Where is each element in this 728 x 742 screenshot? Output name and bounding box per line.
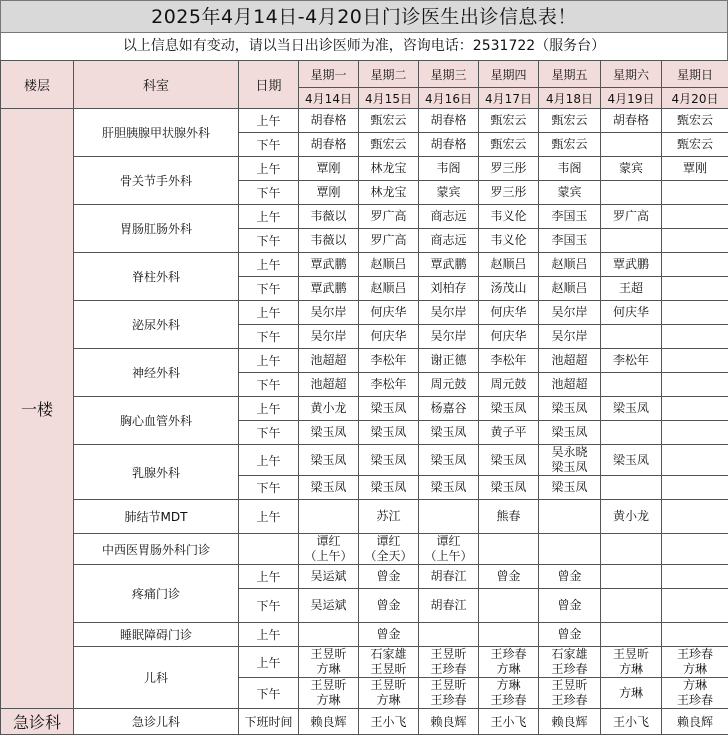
doctor-cell: 何庆华 <box>479 301 539 325</box>
doctor-cell: 李松年 <box>359 373 419 397</box>
doctor-cell: 李松年 <box>601 349 662 373</box>
doctor-cell: 蒙宾 <box>539 181 601 205</box>
period-cell: 上午 <box>239 109 299 133</box>
doctor-cell: 胡春格 <box>299 109 359 133</box>
doctor-cell: 赖良辉 <box>299 709 359 735</box>
date-header: 4月15日 <box>359 88 419 109</box>
doctor-cell: 蒙宾 <box>601 157 662 181</box>
doctor-cell: 蒙宾 <box>419 181 479 205</box>
doctor-cell: 王昱昕 王珍春 <box>419 678 479 709</box>
doctor-cell: 覃武鹏 <box>299 253 359 277</box>
date-header: 4月14日 <box>299 88 359 109</box>
schedule-row <box>1 565 728 589</box>
department-name: 肝胆胰腺甲状腺外科 <box>74 109 239 157</box>
doctor-cell <box>662 476 728 500</box>
header-floor: 楼层 <box>1 61 74 109</box>
floor-cell-first: 一楼 <box>1 109 74 709</box>
doctor-cell: 覃刚 <box>662 157 728 181</box>
doctor-cell: 商志远 <box>419 229 479 253</box>
doctor-cell: 梁玉凤 <box>299 445 359 476</box>
doctor-cell: 石家雄 王昱昕 <box>359 647 419 678</box>
schedule-row <box>1 253 728 277</box>
doctor-cell: 梁玉凤 <box>539 421 601 445</box>
doctor-cell: 林龙宝 <box>359 157 419 181</box>
doctor-cell <box>601 133 662 157</box>
weekday-header: 星期五 <box>539 61 601 88</box>
department-name: 乳腺外科 <box>74 445 239 500</box>
doctor-cell: 谭红 （上午） <box>299 534 359 565</box>
doctor-cell <box>539 534 601 565</box>
doctor-cell: 方琳 <box>601 678 662 709</box>
doctor-cell: 谢正德 <box>419 349 479 373</box>
period-cell: 下午 <box>239 325 299 349</box>
doctor-cell: 梁玉凤 <box>419 476 479 500</box>
doctor-cell: 赖良辉 <box>662 709 728 735</box>
department-name: 泌尿外科 <box>74 301 239 349</box>
doctor-cell: 吴尔岸 <box>539 325 601 349</box>
doctor-cell: 曾金 <box>359 565 419 589</box>
doctor-cell <box>662 349 728 373</box>
period-cell: 下午 <box>239 133 299 157</box>
doctor-cell: 韦薇以 <box>299 205 359 229</box>
doctor-cell: 赵顺吕 <box>359 277 419 301</box>
doctor-cell <box>601 623 662 647</box>
doctor-cell: 王珍春 方琳 <box>662 647 728 678</box>
doctor-cell <box>662 205 728 229</box>
doctor-cell: 赖良辉 <box>419 709 479 735</box>
doctor-cell: 林龙宝 <box>359 181 419 205</box>
department-name: 肺结节MDT <box>74 500 239 534</box>
doctor-cell: 王昱昕 王珍春 <box>539 678 601 709</box>
doctor-cell <box>479 589 539 623</box>
period-cell: 上午 <box>239 565 299 589</box>
department-name: 急诊儿科 <box>74 709 239 735</box>
doctor-cell: 何庆华 <box>359 301 419 325</box>
doctor-cell: 吴永晓 梁玉凤 <box>539 445 601 476</box>
doctor-cell: 王小飞 <box>601 709 662 735</box>
doctor-cell <box>662 445 728 476</box>
doctor-cell: 曾金 <box>479 565 539 589</box>
department-name: 儿科 <box>74 647 239 709</box>
doctor-cell <box>662 623 728 647</box>
doctor-cell: 吴尔岸 <box>299 301 359 325</box>
doctor-cell: 何庆华 <box>601 301 662 325</box>
doctor-cell: 曾金 <box>359 589 419 623</box>
doctor-cell: 甄宏云 <box>539 133 601 157</box>
doctor-cell: 赵顺吕 <box>539 253 601 277</box>
doctor-cell: 李国玉 <box>539 205 601 229</box>
doctor-cell: 甄宏云 <box>359 133 419 157</box>
doctor-cell <box>601 421 662 445</box>
doctor-cell: 胡春江 <box>419 565 479 589</box>
doctor-cell: 王昱昕 方琳 <box>299 678 359 709</box>
doctor-cell <box>479 623 539 647</box>
period-cell: 下午 <box>239 589 299 623</box>
doctor-cell: 梁玉凤 <box>539 397 601 421</box>
doctor-cell: 李松年 <box>479 349 539 373</box>
department-name: 胸心血管外科 <box>74 397 239 445</box>
period-cell: 上午 <box>239 623 299 647</box>
doctor-cell: 甄宏云 <box>662 109 728 133</box>
period-cell: 上午 <box>239 349 299 373</box>
doctor-cell <box>601 565 662 589</box>
period-cell: 下午 <box>239 421 299 445</box>
doctor-cell: 梁玉凤 <box>601 397 662 421</box>
doctor-cell <box>479 534 539 565</box>
doctor-cell <box>601 589 662 623</box>
doctor-cell: 韦义伦 <box>479 205 539 229</box>
doctor-cell: 何庆华 <box>359 325 419 349</box>
doctor-cell: 李国玉 <box>539 229 601 253</box>
doctor-cell: 罗三彤 <box>479 157 539 181</box>
weekday-header: 星期四 <box>479 61 539 88</box>
doctor-cell: 赖良辉 <box>539 709 601 735</box>
schedule-body <box>1 109 728 735</box>
doctor-cell: 方琳 王珍春 <box>479 678 539 709</box>
schedule-row <box>1 157 728 181</box>
doctor-cell: 吴尔岸 <box>539 301 601 325</box>
schedule-row <box>1 109 728 133</box>
schedule-row <box>1 500 728 534</box>
doctor-cell: 吴尔岸 <box>419 325 479 349</box>
doctor-cell <box>299 500 359 534</box>
period-cell: 下午 <box>239 476 299 500</box>
schedule-row <box>1 301 728 325</box>
doctor-cell: 周元鼓 <box>419 373 479 397</box>
doctor-cell: 商志远 <box>419 205 479 229</box>
doctor-cell <box>662 565 728 589</box>
period-cell: 上午 <box>239 445 299 476</box>
doctor-cell: 梁玉凤 <box>419 445 479 476</box>
doctor-cell: 罗广高 <box>359 205 419 229</box>
doctor-cell <box>662 421 728 445</box>
doctor-cell <box>299 623 359 647</box>
doctor-cell <box>662 229 728 253</box>
weekday-header: 星期三 <box>419 61 479 88</box>
doctor-cell: 胡春格 <box>299 133 359 157</box>
doctor-cell: 胡春格 <box>601 109 662 133</box>
doctor-cell: 黄子平 <box>479 421 539 445</box>
doctor-cell: 甄宏云 <box>359 109 419 133</box>
doctor-cell: 梁玉凤 <box>419 421 479 445</box>
doctor-cell: 曾金 <box>359 623 419 647</box>
date-header: 4月17日 <box>479 88 539 109</box>
doctor-cell: 曾金 <box>539 589 601 623</box>
doctor-cell: 梁玉凤 <box>359 476 419 500</box>
doctor-cell: 周元鼓 <box>479 373 539 397</box>
period-cell: 下午 <box>239 373 299 397</box>
department-name: 胃肠肛肠外科 <box>74 205 239 253</box>
doctor-cell: 胡春江 <box>419 589 479 623</box>
doctor-cell <box>662 500 728 534</box>
doctor-cell <box>662 589 728 623</box>
doctor-cell: 韦薇以 <box>299 229 359 253</box>
doctor-cell <box>662 277 728 301</box>
schedule-row <box>1 205 728 229</box>
schedule-row <box>1 445 728 476</box>
period-cell: 上午 <box>239 647 299 678</box>
header-period: 日期 <box>239 61 299 109</box>
date-header: 4月16日 <box>419 88 479 109</box>
doctor-cell: 王昱昕 王珍春 <box>419 647 479 678</box>
doctor-cell: 熊春 <box>479 500 539 534</box>
doctor-cell: 池超超 <box>539 373 601 397</box>
period-cell: 上午 <box>239 157 299 181</box>
department-name: 睡眠障碍门诊 <box>74 623 239 647</box>
period-cell <box>239 534 299 565</box>
doctor-cell: 梁玉凤 <box>299 476 359 500</box>
doctor-cell: 方琳 王珍春 <box>662 678 728 709</box>
doctor-cell: 梁玉凤 <box>359 397 419 421</box>
doctor-cell: 梁玉凤 <box>479 397 539 421</box>
notice-subtitle: 以上信息如有变动，请以当日出诊医师为准，咨询电话：2531722（服务台） <box>0 33 728 60</box>
doctor-cell: 覃武鹏 <box>601 253 662 277</box>
date-header: 4月19日 <box>601 88 662 109</box>
period-cell: 上午 <box>239 397 299 421</box>
doctor-cell: 曾金 <box>539 565 601 589</box>
period-cell: 上午 <box>239 253 299 277</box>
doctor-cell <box>662 325 728 349</box>
period-cell: 上午 <box>239 500 299 534</box>
doctor-cell: 吴运斌 <box>299 589 359 623</box>
doctor-cell: 胡春格 <box>419 109 479 133</box>
weekday-header: 星期日 <box>662 61 728 88</box>
doctor-cell: 王超 <box>601 277 662 301</box>
doctor-cell: 赵顺吕 <box>479 253 539 277</box>
doctor-cell: 王小飞 <box>479 709 539 735</box>
doctor-cell: 罗三彤 <box>479 181 539 205</box>
department-name: 骨关节手外科 <box>74 157 239 205</box>
doctor-cell <box>601 181 662 205</box>
doctor-cell <box>601 534 662 565</box>
period-cell: 下午 <box>239 181 299 205</box>
doctor-cell: 吴尔岸 <box>299 325 359 349</box>
doctor-cell: 梁玉凤 <box>359 421 419 445</box>
doctor-cell: 杨嘉谷 <box>419 397 479 421</box>
doctor-cell: 曾金 <box>539 623 601 647</box>
date-header: 4月20日 <box>662 88 728 109</box>
doctor-cell: 梁玉凤 <box>479 445 539 476</box>
doctor-cell: 甄宏云 <box>479 133 539 157</box>
schedule-row <box>1 623 728 647</box>
doctor-cell: 何庆华 <box>479 325 539 349</box>
doctor-cell: 王珍春 方琳 <box>479 647 539 678</box>
doctor-cell: 胡春格 <box>419 133 479 157</box>
doctor-cell: 李松年 <box>359 349 419 373</box>
doctor-cell <box>662 534 728 565</box>
period-cell: 下班时间 <box>239 709 299 735</box>
page-title: 2025年4月14日-4月20日门诊医生出诊信息表！ <box>0 0 728 33</box>
doctor-cell: 王小飞 <box>359 709 419 735</box>
doctor-cell: 吴尔岸 <box>419 301 479 325</box>
schedule-row <box>1 397 728 421</box>
doctor-cell <box>662 253 728 277</box>
doctor-cell <box>419 623 479 647</box>
doctor-cell: 汤茂山 <box>479 277 539 301</box>
doctor-cell <box>601 229 662 253</box>
doctor-cell <box>662 397 728 421</box>
period-cell: 下午 <box>239 678 299 709</box>
doctor-cell: 王昱昕 方琳 <box>601 647 662 678</box>
period-cell: 下午 <box>239 229 299 253</box>
header-dept: 科室 <box>74 61 239 109</box>
doctor-cell: 覃武鹏 <box>419 253 479 277</box>
doctor-cell: 覃刚 <box>299 157 359 181</box>
department-name: 疼痛门诊 <box>74 565 239 623</box>
doctor-cell: 韦阁 <box>419 157 479 181</box>
schedule-row <box>1 647 728 678</box>
doctor-cell <box>601 373 662 397</box>
doctor-cell: 谭红 （全天） <box>359 534 419 565</box>
doctor-cell: 甄宏云 <box>479 109 539 133</box>
department-name: 中西医胃肠外科门诊 <box>74 534 239 565</box>
doctor-cell: 苏江 <box>359 500 419 534</box>
department-name: 脊柱外科 <box>74 253 239 301</box>
doctor-cell: 吴运斌 <box>299 565 359 589</box>
period-cell: 下午 <box>239 277 299 301</box>
doctor-cell: 赵顺吕 <box>359 253 419 277</box>
weekday-header: 星期一 <box>299 61 359 88</box>
doctor-cell: 刘柏存 <box>419 277 479 301</box>
doctor-cell: 王昱昕 方琳 <box>359 678 419 709</box>
date-header: 4月18日 <box>539 88 601 109</box>
floor-cell-emergency: 急诊科 <box>1 709 74 735</box>
doctor-cell: 池超超 <box>299 373 359 397</box>
weekday-header: 星期六 <box>601 61 662 88</box>
weekday-header: 星期二 <box>359 61 419 88</box>
doctor-cell: 覃武鹏 <box>299 277 359 301</box>
doctor-cell: 石家雄 王珍春 <box>539 647 601 678</box>
emergency-row <box>1 709 728 735</box>
doctor-cell <box>662 301 728 325</box>
period-cell: 上午 <box>239 301 299 325</box>
doctor-cell: 王昱昕 方琳 <box>299 647 359 678</box>
doctor-cell <box>539 500 601 534</box>
doctor-cell: 梁玉凤 <box>539 476 601 500</box>
doctor-cell: 韦阁 <box>539 157 601 181</box>
doctor-cell <box>601 325 662 349</box>
schedule-row <box>1 534 728 565</box>
doctor-cell: 罗广高 <box>601 205 662 229</box>
department-name: 神经外科 <box>74 349 239 397</box>
doctor-cell: 甄宏云 <box>539 109 601 133</box>
doctor-cell: 黄小龙 <box>299 397 359 421</box>
doctor-cell: 韦义伦 <box>479 229 539 253</box>
doctor-cell: 黄小龙 <box>601 500 662 534</box>
doctor-cell <box>662 181 728 205</box>
doctor-cell: 梁玉凤 <box>479 476 539 500</box>
doctor-cell: 梁玉凤 <box>299 421 359 445</box>
doctor-cell: 池超超 <box>539 349 601 373</box>
doctor-cell: 甄宏云 <box>662 133 728 157</box>
doctor-cell <box>601 476 662 500</box>
doctor-cell <box>662 373 728 397</box>
schedule-row <box>1 349 728 373</box>
schedule-table <box>0 60 728 735</box>
period-cell: 上午 <box>239 205 299 229</box>
doctor-cell: 梁玉凤 <box>359 445 419 476</box>
doctor-cell: 谭红 （上午） <box>419 534 479 565</box>
doctor-cell: 覃刚 <box>299 181 359 205</box>
doctor-cell <box>419 500 479 534</box>
doctor-cell: 池超超 <box>299 349 359 373</box>
doctor-cell: 罗广高 <box>359 229 419 253</box>
doctor-cell: 梁玉凤 <box>601 445 662 476</box>
doctor-cell: 赵顺吕 <box>539 277 601 301</box>
